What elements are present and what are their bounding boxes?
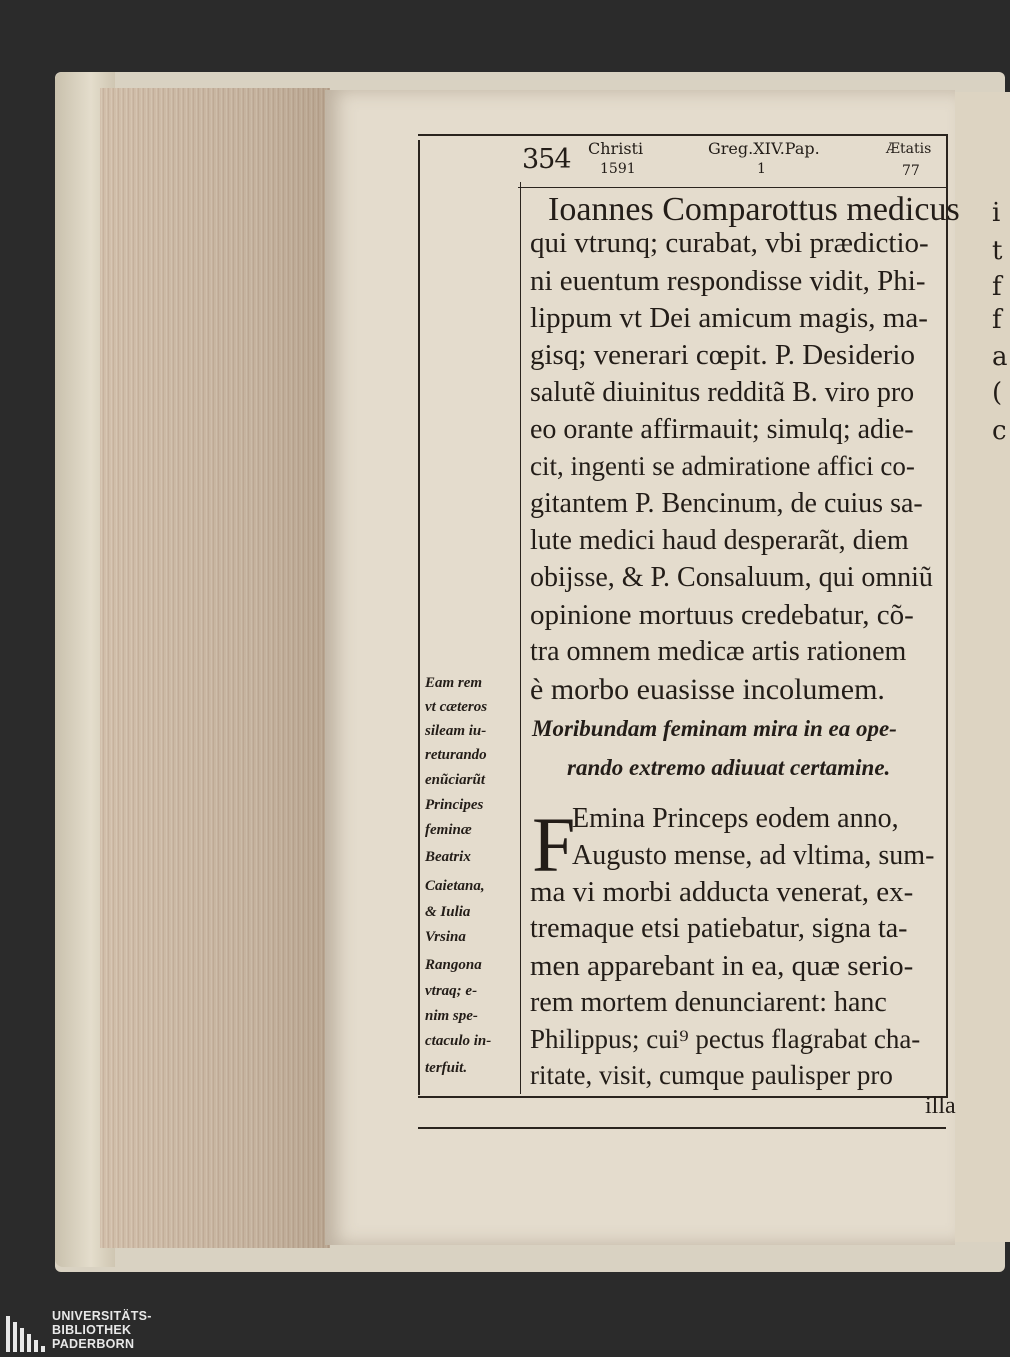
marginal-note-line: ctaculo in-	[425, 1033, 492, 1049]
marginal-note-line: sileam iu-	[425, 723, 487, 739]
body-line: lippum vt Dei amicum magis, ma-	[530, 302, 928, 334]
body-line: eo orante affirmauit; simulq; adie-	[530, 414, 914, 445]
body-line: ma vi morbi adducta venerat, ex-	[530, 876, 914, 908]
body-line: qui vtrunq; curabat, vbi prædictio-	[530, 227, 929, 259]
library-logo-icon	[6, 1310, 48, 1352]
library-name-line1: UNIVERSITÄTS-	[52, 1309, 152, 1323]
header-pope-year: 1	[757, 161, 766, 177]
drop-cap: F	[532, 801, 576, 888]
frame-left-rule	[418, 140, 420, 1095]
body-line: gitantem P. Bencinum, de cuius sa-	[530, 488, 923, 519]
marginal-note-line: enũciarũt	[425, 772, 486, 788]
library-name-line2: BIBLIOTHEK	[52, 1323, 132, 1337]
marginal-note-line: returando	[425, 747, 487, 763]
facing-page-letter: f	[992, 305, 1002, 335]
column-divider	[520, 182, 521, 1094]
page-number: 354	[522, 144, 571, 175]
catchword: illa	[925, 1093, 956, 1119]
body-line: obijsse, & P. Consaluum, qui omniũ	[530, 562, 933, 593]
section-heading-line2: rando extremo adiuuat certamine.	[567, 755, 891, 780]
marginal-note-line: Caietana,	[425, 878, 485, 894]
body-line: Ioannes Comparottus medicus	[548, 191, 960, 228]
marginal-note-line: Vrsina	[425, 929, 466, 945]
header-christi: Christi	[588, 139, 644, 158]
body-line: tremaque etsi patiebatur, signa ta-	[530, 913, 908, 944]
body-line: Augusto mense, ad vltima, sum-	[572, 840, 935, 871]
header-rule	[518, 187, 946, 188]
body-line: rem mortem denunciarent: hanc	[530, 987, 887, 1018]
body-line: Philippus; cui⁹ pectus flagrabat cha-	[530, 1024, 921, 1054]
page-edges-shade	[100, 88, 330, 1248]
library-name-line3: PADERBORN	[52, 1337, 135, 1351]
header-year: 1591	[600, 161, 636, 177]
marginal-note-line: terfuit.	[425, 1060, 468, 1076]
body-line: gisq; venerari cœpit. P. Desiderio	[530, 339, 915, 371]
facing-page-letter: f	[992, 272, 1002, 302]
marginal-note-line: & Iulia	[425, 904, 471, 920]
marginal-note-line: feminæ	[425, 822, 472, 838]
marginal-note-line: Principes	[425, 797, 484, 813]
facing-page-letter: a	[992, 342, 1008, 372]
facing-page-letter: c	[992, 416, 1007, 446]
section-heading-line1: Moribundam feminam mira in ea ope-	[532, 716, 897, 741]
marginal-note-line: Eam rem	[425, 675, 483, 691]
body-line: Emina Princeps eodem anno,	[572, 803, 899, 834]
body-line: salutẽ diuinitus redditã B. viro pro	[530, 377, 915, 408]
marginal-note-line: Rangona	[425, 957, 482, 973]
body-line: men apparebant in ea, quæ serio-	[530, 950, 914, 982]
marginal-note-line: vtraq; e-	[425, 983, 478, 999]
facing-page-letter: (	[992, 378, 1003, 408]
marginal-note-line: nim spe-	[425, 1008, 478, 1024]
body-line: lute medici haud desperarãt, diem	[530, 525, 909, 556]
header-age: 77	[902, 163, 920, 179]
header-pope: Greg.XIV.Pap.	[708, 139, 820, 158]
body-line: tra omnem medicæ artis rationem	[530, 636, 907, 667]
body-line: opinione mortuus credebatur, cõ-	[530, 599, 914, 631]
body-line: ritate, visit, cumque paulisper pro	[530, 1060, 893, 1090]
body-line: è morbo euasisse incolumem.	[530, 673, 885, 706]
facing-page-letter: t	[992, 236, 1003, 266]
marginal-note-line: Beatrix	[425, 849, 471, 865]
header-aetatis: Ætatis	[886, 141, 932, 157]
body-line: ni euentum respondisse vidit, Phi-	[530, 265, 926, 297]
body-line: cit, ingenti se admiratione affici co-	[530, 451, 915, 481]
marginal-note-line: vt cæteros	[425, 699, 488, 715]
bottom-rule	[418, 1127, 946, 1129]
facing-page-letter: i	[992, 198, 1001, 228]
